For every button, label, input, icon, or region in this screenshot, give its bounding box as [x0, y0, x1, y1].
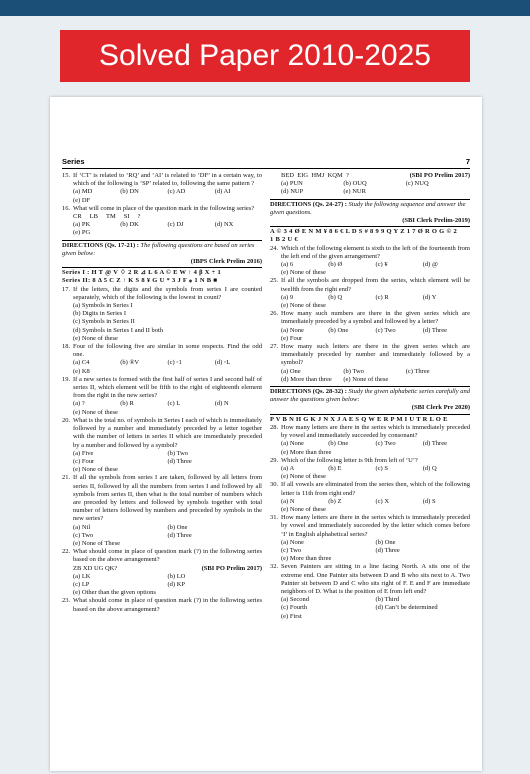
right-column [270, 172, 470, 621]
question-23-cont: BED EIG HMJ KQM ? (SBI PO Prelim 2017) (a) PUN (b) OUQ (c) NUQ (d) NUP (e) NUR [281, 172, 470, 196]
question-21: 21. If all the symbols from series I are taken, followed by all letters from series II, followed by all the numbers from series I and followed by all symbols from series II, then what is the total number of numbers which are preceded by letters and followed by symbols together with total number of letters followed by numbers and preceded by symbols in the new series? (a) Nil (b) One (c) Two (d) Three (e) None of These [62, 474, 262, 547]
question-29: 29. Which of the following letter is 9th from left of ‘U’? (a) A (b) E (c) S (d) Q (e) None of these [270, 456, 437, 481]
question-27: 27. How many such letters are there in the given series which are immediately preceded by number and immediately followed by a symbol? (a) One (b) Two (c) Three (d) More than three (e) None of these [270, 343, 470, 383]
left-column [62, 172, 262, 614]
top-color-bar [0, 0, 530, 16]
question-23: 23. What should come in place of question mark (?) in the following series based on the above arrangement? [62, 597, 262, 613]
series-3: A © 3 4 Ø E N M ¥ 8 6 € L D S # 8 9 9 Q Y Z 1 7 Ø R O G © 2 [270, 228, 458, 236]
directions-24-27: DIRECTIONS (Qs. 24-27) : Study the following sequence and answer the given questions. (SBI Clerk Prelim-2019) [270, 199, 470, 228]
directions-17-21: DIRECTIONS (Qs. 17-21) : The following questions are based on series given below: (IBPS Clerk Prelim 2016) [62, 240, 262, 269]
question-17: 17. If the letters, the digits and the symbols from series I are counted separately, which of the following is the lowest in count? (a) Symbols in Series I (b) Digits in Series I (c) Symbols in Series II (d) Symbols in Series I and II both (e) None of these [62, 285, 262, 342]
series-line: CR LB TM SI ? [73, 213, 141, 221]
question-22: 22. What should come in place of question mark (?) in the following series based on the above arrangement? ZB XD UG QK? (SBI PO Prelim 2017) (a) LK (b) LO (c) LP (d) KP (e) Other than the given options [62, 548, 262, 597]
series-3-cont: 1 B 2 U € [270, 236, 298, 244]
question-16: 16. What will come in place of the question mark in the following series? CR LB TM SI ? (a) PK (b) DK (c) DJ (d) NX (e) PG [62, 205, 262, 238]
book-page [50, 97, 482, 771]
directions-28-32: DIRECTIONS (Qs. 28-32) : Study the given alphabetic series carefully and answer the questions given below: (SBI Clerk Pre 2020) [270, 386, 470, 415]
source-tag: (SBI Clerk Pre 2020) [411, 404, 470, 412]
source-tag: (SBI Clerk Prelim-2019) [402, 217, 470, 225]
question-30: 30. If all vowels are eliminated from the series then, which of the following letter is 11th from right end? (a) N (b) Z (c) X (d) S (e) None of these [270, 481, 470, 513]
source-tag: (IBPS Clerk Prelim 2016) [190, 258, 262, 266]
page-number: 7 [465, 157, 470, 166]
question-31: 31. How many letters are there in the series which is immediately preceded by vowel and immediately succeeded by the letter which comes before ‘I’ in English alphabetical series? (a) None (b) One (c) Two (d) Three (e) More than three [270, 514, 470, 563]
question-20: 20. What is the total no. of symbols in Series I each of which is immediately followed by a number and immediately preceded by a letter together with the number of letters in series II which are immediately preceded by a number and followed by a symbol? (a) Five (b) Two (c) Four (d) Three (e) None of these [62, 416, 263, 474]
question-28: 28. How many letters are there in the series which is immediately preceded by vowel and immediately succeeded by consonant? (a) None (b) One (c) Two (d) Three (e) More than three [270, 423, 470, 456]
question-25: 25. If all the symbols are dropped from the series, which element will be twelfth from the right end? (a) 9 (b) Q (c) R (d) Y (e) None of these [270, 277, 470, 310]
question-18: 18. Four of the following five are similar in some respects. Find the odd one. (a) C4 (b) ®V (c) ◦1 (d) ◦L (e) K8 [62, 343, 262, 375]
series-2: Series II: 8 Δ 5 C Z ↑ K S 8 ¥ G U * 3 J F ⁎ 1 N B ■ [62, 277, 218, 285]
question-26: 26. How many such numbers are there in the given series which are immediately preceded by a symbol and followed by a letter? (a) None (b) One (c) Two (d) Three (e) Four [270, 310, 470, 342]
series-4: P V B N H G K J N X J A E S Q W E R P M I U T R L O E [270, 415, 448, 423]
question-19: 19. If a new series is formed with the first half of series I and second half of series II, which element will be fifth to the right of eighteenth element from the right in the new series? (a) ? (b) R (c) L (d) N (e) None of these [62, 375, 262, 416]
question-15: 15. If ‘CT’ is related to ‘RQ’ and ‘AI’ is related to ‘DF’ in a certain way, to which of the following is ‘SP’ related to, following the same pattern ? (a) MD (b) DN (c) AD (d) AI (e) DF [62, 172, 262, 204]
section-title: Series [62, 157, 85, 166]
title-banner: Solved Paper 2010-2025 [60, 30, 470, 82]
page-header [62, 157, 470, 169]
series-1: Series I : H T @ V ♢ 2 R ⊿ L 6 A © E W ↑ 4 β X ÷ 1 [62, 269, 222, 277]
question-32: 32. Seven Painters are sitting in a line facing North. A sits one of the extreme end. One Painter sits between D and B who sits next to A. Two Painter sit between D and C who sits right of F. E and F are immediate neighbors of D. What is the position of E from left end? (a) Second (b) Third (c) Fourth (d) Can’t be determined (e) First [270, 563, 470, 620]
question-24: 24. Which of the following element is sixth to the left of the fourteenth from the left end of the given arrangement? (a) 6 (b) Ø (c) ¥ (d) @ (e) None of these [270, 244, 470, 277]
